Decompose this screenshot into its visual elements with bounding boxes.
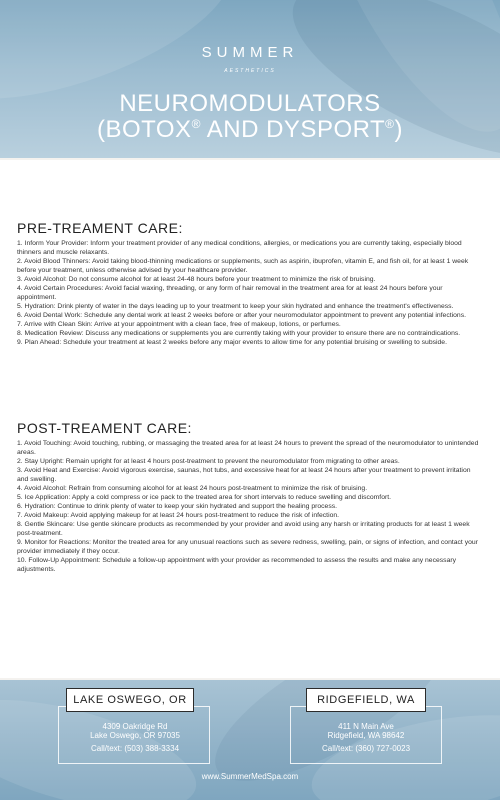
post-care-heading: POST-TREAMENT CARE: [17, 420, 192, 436]
brand-subtitle: AESTHETICS [224, 68, 276, 74]
list-item: 9. Monitor for Reactions: Monitor the treated area for any unusual reactions such as severe redness, swelling, pain, or signs of infection, and contact your provider immediately if they occur. [17, 539, 478, 555]
location-name-ridgefield: RIDGEFIELD, WA [306, 688, 426, 712]
registered-mark: ® [191, 117, 201, 131]
location-address-line1: 411 N Main Ave [338, 722, 394, 731]
list-item: 8. Gentle Skincare: Use gentle skincare products as recommended by your provider and avoid using any harsh or irritating products for at least 1 week post-treatment. [17, 521, 470, 537]
list-item: 9. Plan Ahead: Schedule your treatment at least 2 weeks before any major events to allow time for any potential bruising or swelling to subside. [17, 339, 447, 346]
brand-logo-text: SUMMER [201, 44, 299, 61]
list-item: 8. Medication Review: Discuss any medications or supplements you are currently taking with your provider to ensure there are no contraindications. [17, 330, 461, 337]
list-item: 2. Avoid Blood Thinners: Avoid taking blood-thinning medications or supplements, such as aspirin, ibuprofen, vitamin E, and fish oil, for at least 1 week before your treatment, unless otherwise advised by your healthcare provider. [17, 258, 469, 274]
location-phone[interactable]: Call/text: (360) 727-0023 [321, 744, 411, 753]
header-banner [0, 0, 500, 158]
pre-care-heading: PRE-TREAMENT CARE: [17, 220, 183, 236]
list-item: 3. Avoid Alcohol: Do not consume alcohol for at least 24-48 hours before your treatment to minimize the risk of bruising. [17, 276, 376, 283]
footer-banner [0, 680, 500, 800]
list-item: 2. Stay Upright: Remain upright for at least 4 hours post-treatment to prevent the neuromodulator from migrating to other areas. [17, 458, 400, 465]
list-item: 4. Avoid Alcohol: Refrain from consuming alcohol for at least 24 hours post-treatment to minimize the risk of bruising. [17, 485, 368, 492]
list-item: 3. Avoid Heat and Exercise: Avoid vigorous exercise, saunas, hot tubs, and excessive heat for at least 24 hours after your treatment to prevent irritation and swelling. [17, 467, 471, 483]
pre-care-list [17, 239, 483, 347]
list-item: 7. Arrive with Clean Skin: Arrive at your appointment with a clean face, free of makeup, lotions, or perfumes. [17, 321, 341, 328]
post-care-list [17, 439, 483, 574]
care-instructions-card [0, 160, 500, 678]
list-item: 10. Follow-Up Appointment: Schedule a follow-up appointment with your provider as recommended to assess the results and make any necessary adjustments. [17, 557, 457, 573]
location-address-line2: Ridgefield, WA 98642 [327, 731, 405, 740]
location-phone[interactable]: Call/text: (503) 388-3334 [90, 744, 180, 753]
location-name-lake-oswego: LAKE OSWEGO, OR [66, 688, 194, 712]
website-link[interactable]: www.SummerMedSpa.com [201, 772, 299, 781]
page-title-line2: (BOTOX® AND DYSPORT®) [96, 116, 404, 143]
registered-mark: ® [385, 117, 395, 131]
list-item: 1. Avoid Touching: Avoid touching, rubbing, or massaging the treated area for at least 24 hours to prevent the spread of the neuromodulator to unintended areas. [17, 440, 479, 456]
list-item: 7. Avoid Makeup: Avoid applying makeup for at least 24 hours post-treatment to reduce the risk of infection. [17, 512, 340, 519]
list-item: 5. Ice Application: Apply a cold compress or ice pack to the treated area for short intervals to reduce swelling and discomfort. [17, 494, 392, 501]
list-item: 1. Inform Your Provider: Inform your treatment provider of any medical conditions, allergies, or medications you are currently taking, especially blood thinners and muscle relaxants. [17, 240, 462, 256]
list-item: 4. Avoid Certain Procedures: Avoid facial waxing, threading, or any form of hair removal in the treatment area for at least 24 hours before your appointment. [17, 285, 443, 301]
page-title-line1: NEUROMODULATORS [119, 90, 381, 117]
list-item: 5. Hydration: Drink plenty of water in the days leading up to your treatment to keep your skin hydrated and enhance the treatment's effectiveness. [17, 303, 454, 310]
location-address-line1: 4309 Oakridge Rd [102, 722, 168, 731]
location-address-line2: Lake Oswego, OR 97035 [90, 731, 180, 740]
list-item: 6. Avoid Dental Work: Schedule any dental work at least 2 weeks before or after your neuromodulator appointment to prevent any potential infections. [17, 312, 466, 319]
list-item: 6. Hydration: Continue to drink plenty of water to keep your skin hydrated and support the healing process. [17, 503, 338, 510]
